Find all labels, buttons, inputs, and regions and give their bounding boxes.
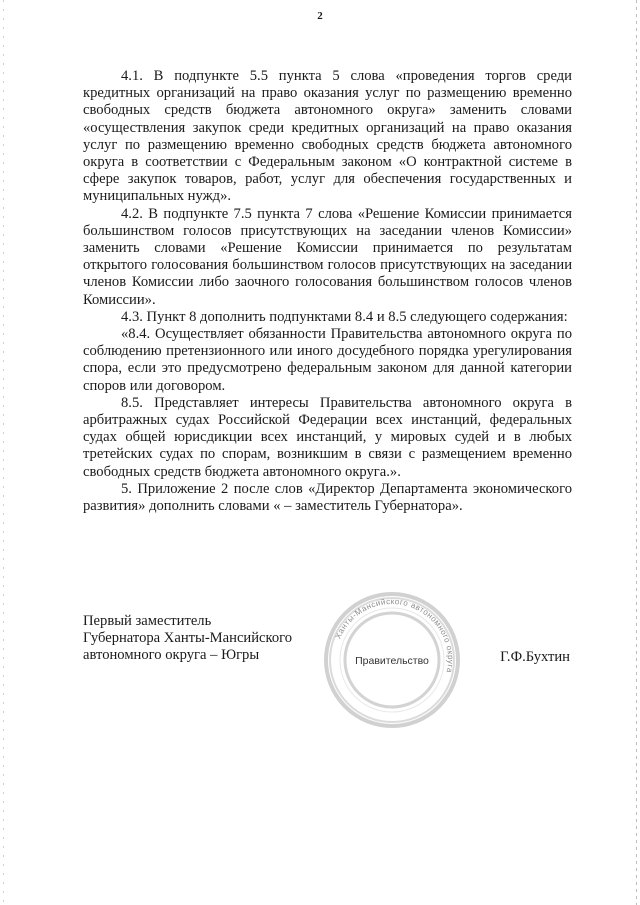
paragraph-4-3: 4.3. Пункт 8 дополнить подпунктами 8.4 и 8.5 следующего содержания: xyxy=(121,308,568,325)
scan-edge-left xyxy=(3,0,4,905)
stamp-center-text: Правительство xyxy=(355,655,429,667)
page-number: 2 xyxy=(317,10,323,22)
scan-edge-right xyxy=(636,0,637,905)
stamp-ring-text: Ханты-Мансийского автономного округа xyxy=(333,596,456,674)
signatory-position xyxy=(83,613,323,665)
paragraph-4-2: 4.2. В подпункте 7.5 пункта 7 слова «Решение Комиссии принимается большинством голосов присутствующих на заседании членов Комиссии» заменить словами «Решение Комиссии принимается по результатам открытого голосования большинством голосов присутствующих на заседании членов Комиссии либо заочного голосования большинством голосов членов Комиссии». xyxy=(83,205,572,308)
signatory-position-line: Губернатора Ханты-Мансийского xyxy=(83,630,293,647)
signatory-position-line: автономного округа – Югры xyxy=(83,647,260,664)
signatory-position-line: Первый заместитель xyxy=(83,613,212,629)
document-body xyxy=(83,68,572,515)
paragraph-4-1: 4.1. В подпункте 5.5 пункта 5 слова «проведения торгов среди кредитных организаций на право оказания услуг по размещению временно свободных средств бюджета автономного округа» заменить словами «осуществления закупок среди кредитных организаций на право оказания услуг по размещению временно свободных средств бюджета автономного округа в соответствии с Федеральным законом «О контрактной системе в сфере закупок товаров, работ, услуг для обеспечения государственных и муниципальных нужд». xyxy=(83,68,572,205)
paragraph-8-4: «8.4. Осуществляет обязанности Правительства автономного округа по соблюдению претензионного или иного досудебного порядка урегулирования спора, если это предусмотрено федеральным законом для данной категории споров или договором. xyxy=(83,326,572,394)
signatory-name: Г.Ф.Бухтин xyxy=(500,649,570,665)
official-stamp-seal xyxy=(320,588,464,732)
paragraph-5: 5. Приложение 2 после слов «Директор Департамента экономического развития» дополнить словами « – заместитель Губернатора». xyxy=(83,480,572,515)
paragraph-8-5: 8.5. Представляет интересы Правительства автономного округа в арбитражных судах Российской Федерации всех инстанций, федеральных судах общей юрисдикции всех инстанций, у мировых судей и в любых третейских судах по спорам, возникшим в связи с размещением временно свободных средств бюджета автономного округа.». xyxy=(83,394,572,480)
